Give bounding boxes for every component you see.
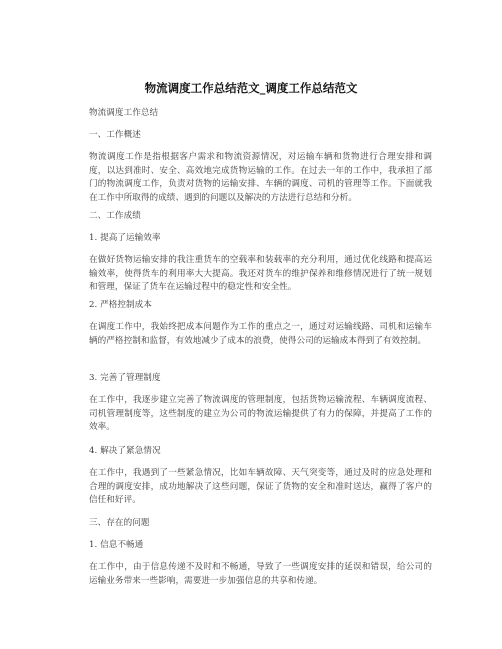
item-heading-management: 3. 完善了管理制度 bbox=[89, 373, 161, 383]
subtitle: 物流调度工作总结 bbox=[89, 108, 159, 118]
problem-heading-information: 1. 信息不畅通 bbox=[89, 540, 144, 550]
section-heading-results: 二、工作成绩 bbox=[89, 211, 141, 221]
item-paragraph-emergency: 在工作中，我遇到了一些紧急情况，比如车辆故障、天气突变等，通过及时的应急处理和合理的调度安排，成功地解决了这些问题，保证了货物的安全和准时送达，赢得了客户的信任和好评。 bbox=[89, 468, 432, 506]
section-heading-problems: 三、存在的问题 bbox=[89, 518, 150, 528]
document-title: 物流调度工作总结范文_调度工作总结范文 bbox=[144, 81, 358, 95]
item-paragraph-management: 在工作中，我逐步建立完善了物流调度的管理制度，包括货物运输流程、车辆调度流程、司机管理制度等，这些制度的建立为公司的物流运输提供了有力的保障，并提高了工作的效率。 bbox=[89, 395, 432, 433]
overview-paragraph: 物流调度工作是指根据客户需求和物流资源情况，对运输车辆和货物进行合理安排和调度，以达到准时、安全、高效地完成货物运输的工作。在过去一年的工作中，我承担了部门的物流调度工作，负责对货物的运输安排、车辆的调度、司机的管理等工作。下面就我在工作中所取得的成绩、遇到的问题以及解决的方法进行总结和分析。 bbox=[89, 152, 432, 203]
item-heading-emergency: 4. 解决了紧急情况 bbox=[89, 446, 161, 456]
item-heading-cost: 2. 严格控制成本 bbox=[89, 300, 152, 310]
item-paragraph-cost: 在调度工作中，我始终把成本问题作为工作的重点之一，通过对运输线路、司机和运输车辆的严格控制和监督，有效地减少了成本的浪费，使得公司的运输成本得到了有效控制。 bbox=[89, 322, 432, 346]
problem-paragraph-information: 在工作中，由于信息传递不及时和不畅通，导致了一些调度安排的延误和错误，给公司的运输业务带来一些影响，需要进一步加强信息的共享和传递。 bbox=[89, 562, 432, 586]
item-paragraph-efficiency: 在做好货物运输安排的我注重货车的空载率和装载率的充分利用，通过优化线路和提高运输效率，使得货车的利用率大大提高。我还对货车的维护保养和维修情况进行了统一规划和管理，保证了货车在运输过程中的稳定性和安全性。 bbox=[89, 255, 432, 293]
item-heading-efficiency: 1. 提高了运输效率 bbox=[89, 233, 161, 243]
section-heading-overview: 一、工作概述 bbox=[89, 130, 141, 140]
